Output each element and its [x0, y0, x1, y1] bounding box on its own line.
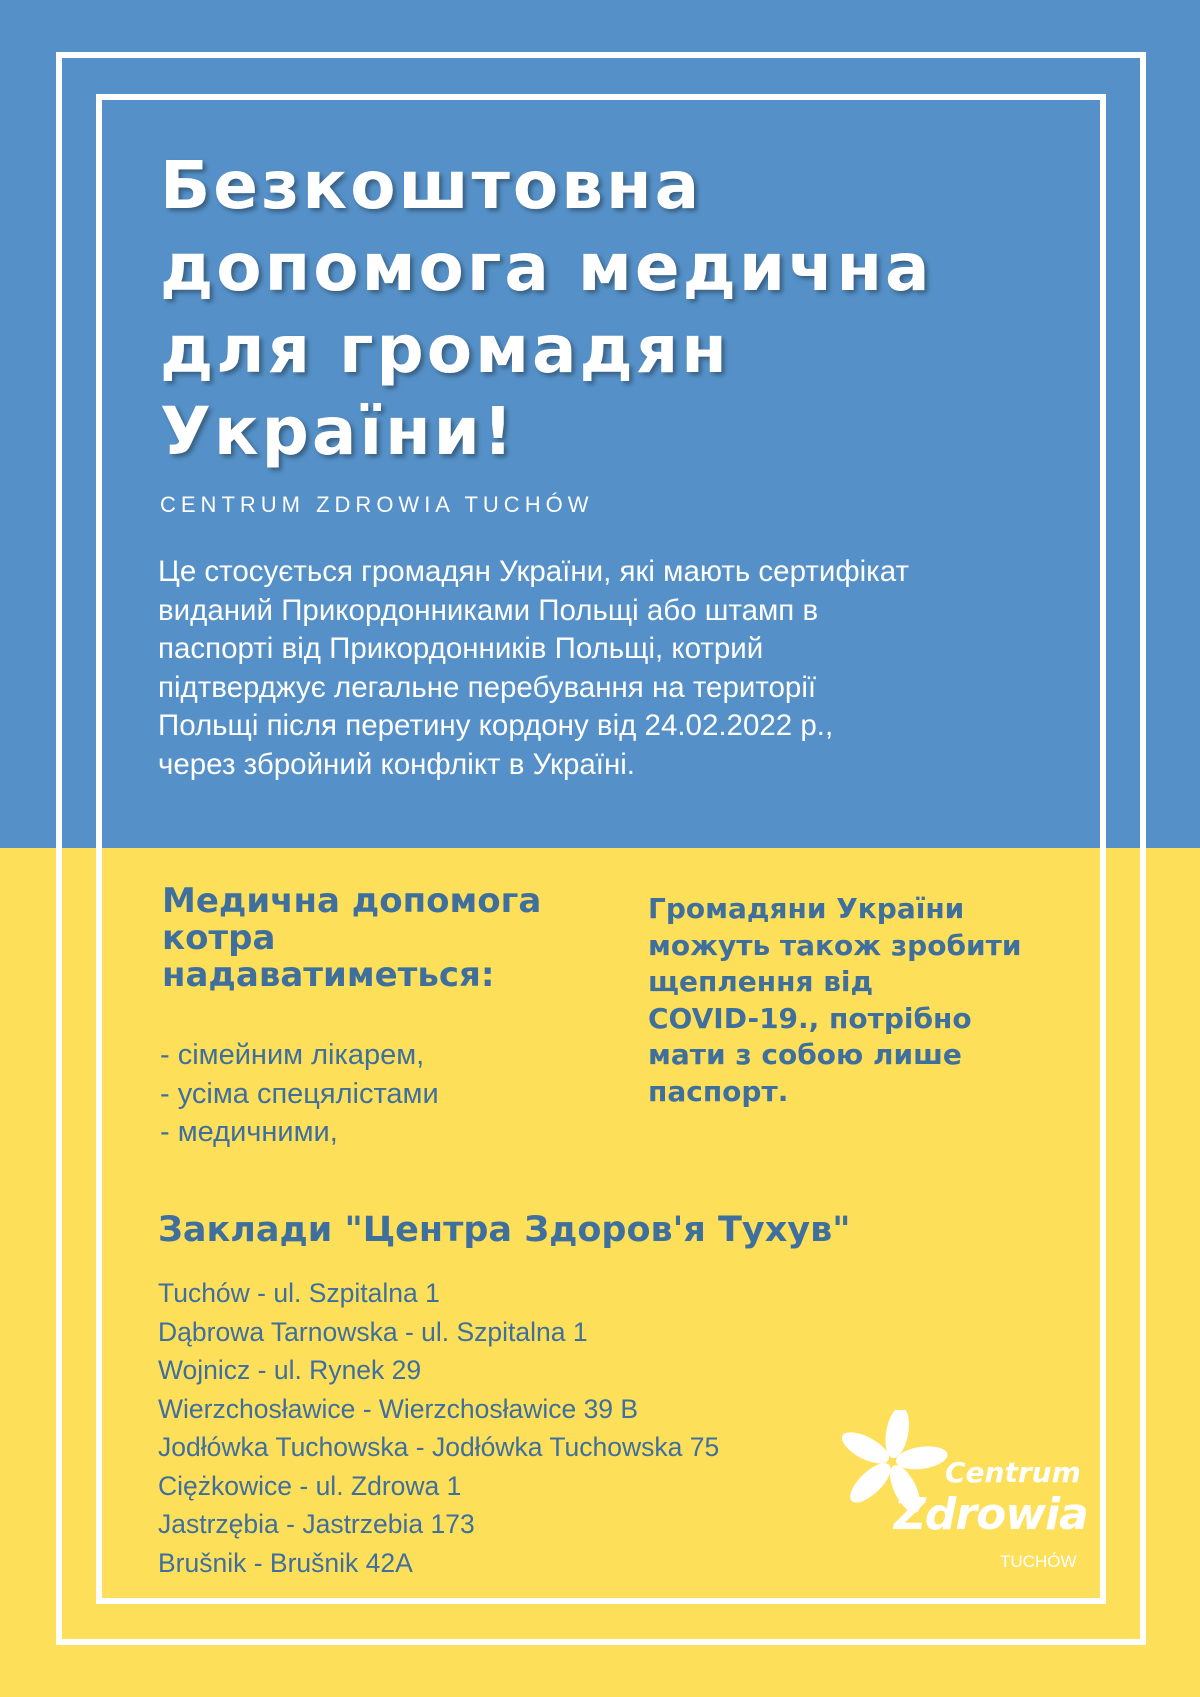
facility-item: Dąbrowa Tarnowska - ul. Szpitalna 1: [158, 1316, 588, 1347]
logo-text-tuchow: TUCHÓW: [1000, 1552, 1077, 1571]
intro-line: Це стосується громадян України, які мають сертифікат: [158, 555, 909, 588]
covid-vaccination-notice: [648, 891, 1088, 1110]
heading-line: надаватиметься:: [162, 955, 495, 995]
facilities-heading: Заклади "Центра Здоров'я Тухув": [158, 1210, 851, 1250]
covid-line: COVID-19., потрібно: [648, 1001, 972, 1035]
services-list: [160, 1036, 439, 1152]
covid-line: Громадяни України: [648, 892, 965, 925]
intro-line: паспорті від Прикордонників Польщі, котрий: [158, 632, 764, 665]
facility-item: Ciężkowice - ul. Zdrowa 1: [158, 1470, 462, 1501]
logo-text-centrum: Centrum: [945, 1456, 1081, 1489]
medical-help-heading: [162, 883, 602, 994]
covid-line: щеплення від: [648, 965, 874, 998]
logo-text-zdrowia: Zdrowia: [894, 1489, 1088, 1540]
facility-item: Jastrzębia - Jastrzebia 173: [158, 1509, 475, 1539]
centrum-zdrowia-logo: [840, 1410, 1088, 1575]
service-item: - медичними,: [160, 1116, 338, 1148]
intro-line: через збройний конфлікт в Україні.: [158, 747, 635, 781]
covid-line: мати з собою лише: [648, 1038, 962, 1071]
intro-line: Польщі після перетину кордону від 24.02.2022 р.,: [158, 709, 834, 742]
intro-line: підтверджує легальне перебування на території: [158, 670, 817, 704]
intro-paragraph: [158, 553, 1058, 784]
service-item: - усіма спецялістами: [160, 1077, 439, 1110]
facility-item: Tuchów - ul. Szpitalna 1: [158, 1278, 440, 1308]
heading-line: Медична допомога: [162, 881, 542, 921]
heading-line: котра: [162, 918, 276, 958]
covid-line: можуть також зробити: [648, 928, 1022, 962]
organization-name: CENTRUM ZDROWIA TUCHÓW: [160, 492, 594, 517]
facility-item: Brušnik - Brušnik 42A: [158, 1547, 413, 1578]
service-item: - сімейним лікарем,: [160, 1039, 425, 1071]
covid-line: паспорт.: [648, 1074, 789, 1108]
facilities-list: [158, 1274, 719, 1582]
intro-line: виданий Прикордонниками Польщі або штамп в: [158, 593, 819, 627]
facility-item: Jodłówka Tuchowska - Jodłówka Tuchowska 75: [158, 1432, 720, 1462]
facility-item: Wierzchosławice - Wierzchosławice 39 B: [158, 1393, 639, 1424]
facility-item: Wojnicz - ul. Rynek 29: [158, 1355, 422, 1385]
poster-title: Безкоштовна допомога медична для громадян України!: [160, 147, 933, 470]
